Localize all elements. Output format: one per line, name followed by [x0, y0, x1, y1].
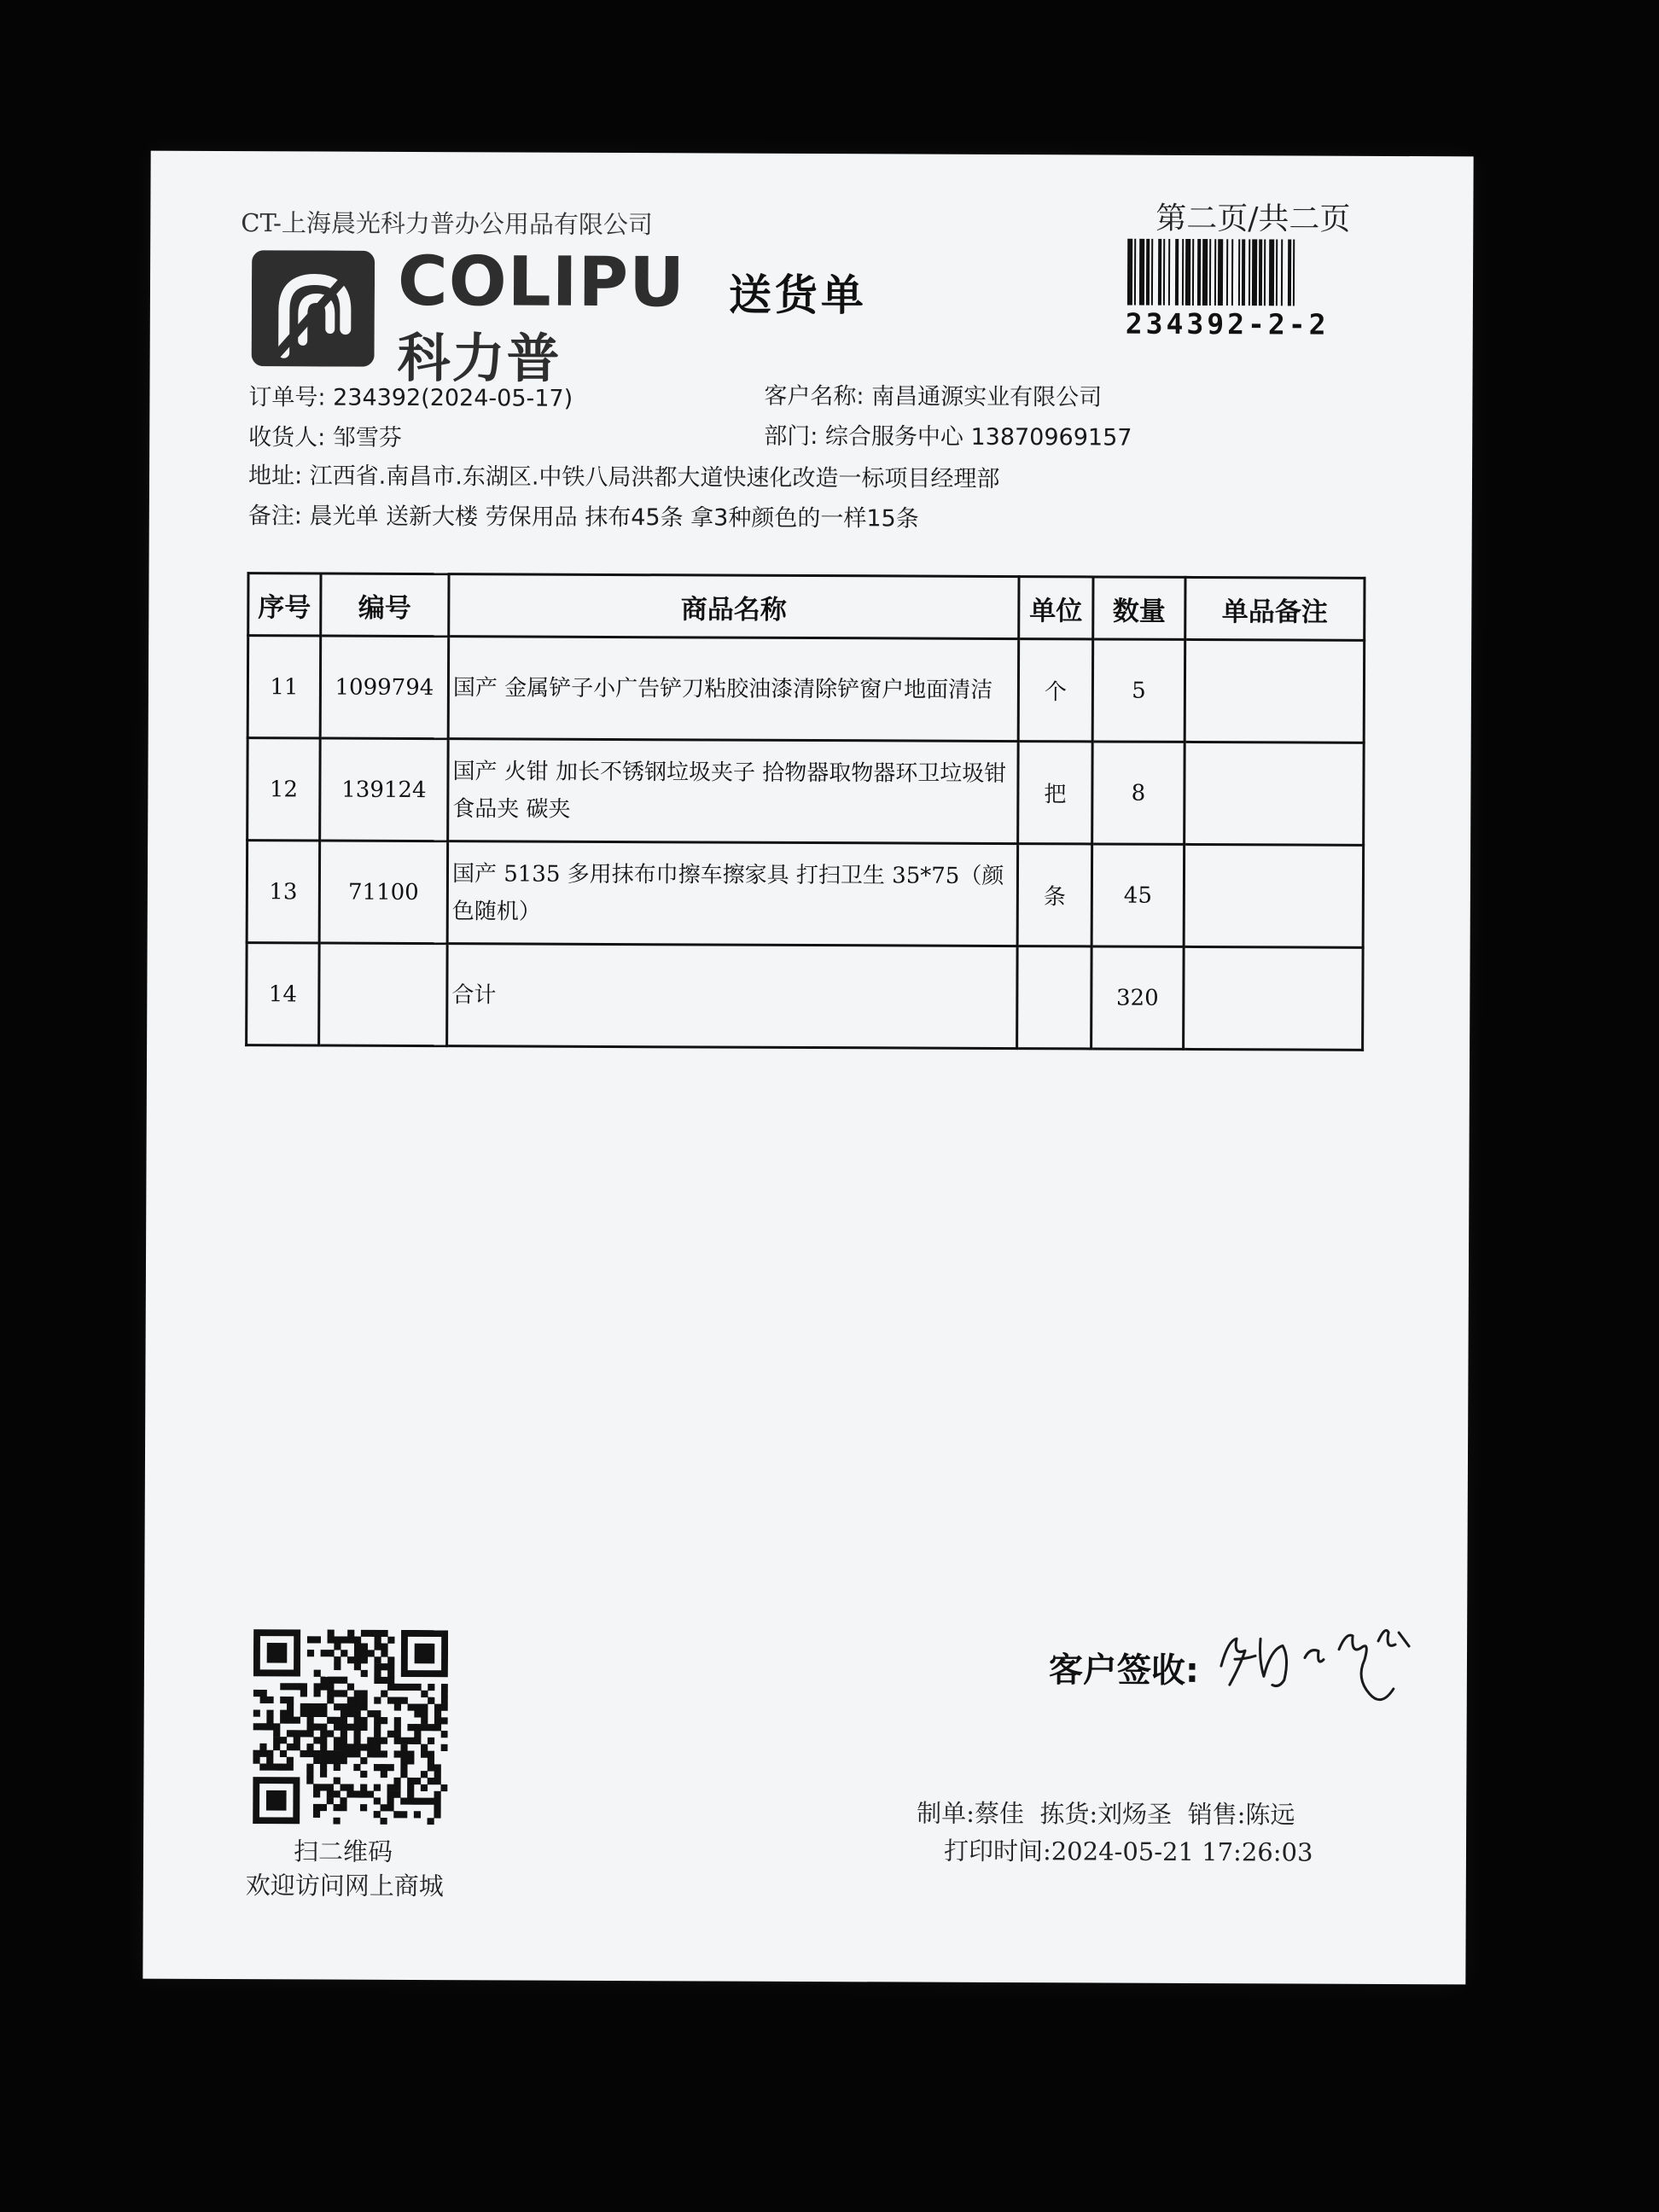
table-row [247, 841, 1364, 948]
customer-row [764, 377, 1102, 412]
picker-value: 刘炀圣 [1097, 1799, 1173, 1829]
customer-signature-label: 客户签收: [1048, 1650, 1200, 1691]
cell-qty: 5 [1092, 639, 1185, 742]
address-row [248, 457, 1000, 493]
cell-seq: 13 [247, 841, 320, 943]
cell-unit: 个 [1018, 639, 1093, 742]
header-code: 编号 [321, 573, 449, 637]
colipu-logo-icon [252, 250, 375, 367]
remark-label: 备注: [247, 503, 302, 530]
cell-qty: 45 [1091, 844, 1185, 946]
customer-label: 客户名称: [764, 382, 864, 410]
sales-label: 销售: [1187, 1799, 1246, 1830]
department-label: 部门: [764, 422, 818, 451]
page-indicator: 第二页/共二页 [1155, 201, 1351, 237]
header-qty: 数量 [1093, 577, 1185, 639]
cell-qty: 8 [1092, 742, 1185, 844]
cell-seq: 11 [247, 636, 321, 738]
cell-code: 71100 [319, 841, 448, 944]
receiver-label: 收货人: [248, 424, 326, 451]
customer-value: 南昌通源实业有限公司 [871, 383, 1103, 411]
header-note: 单品备注 [1185, 577, 1365, 640]
cell-unit [1017, 946, 1092, 1049]
cell-unit: 条 [1017, 844, 1092, 946]
barcode-number: 234392-2-2 [1125, 306, 1330, 341]
delivery-note-paper [143, 151, 1473, 1985]
order-number-label: 订单号: [248, 384, 326, 411]
cell-seq: 12 [247, 738, 321, 841]
cell-note [1185, 639, 1365, 742]
remark-value: 晨光单 送新大楼 劳保用品 抹布45条 拿3种颜色的一样15条 [309, 503, 919, 533]
print-time-label: 打印时间: [943, 1836, 1051, 1866]
items-table [245, 572, 1365, 1051]
qr-caption-line1: 扫二维码 [293, 1837, 393, 1866]
department-row [764, 417, 1132, 452]
department-value: 综合服务中心 13870969157 [824, 423, 1132, 451]
handwritten-signature-icon [1211, 1606, 1425, 1709]
cell-note [1184, 946, 1364, 1050]
header-name: 商品名称 [449, 574, 1019, 639]
cell-note [1184, 844, 1364, 947]
order-number-row [248, 378, 573, 413]
cell-name: 国产 金属铲子小广告铲刀粘胶油漆清除铲窗户地面清洁 [448, 637, 1019, 742]
table-row [247, 636, 1365, 743]
order-number-value: 234392(2024-05-17) [333, 384, 573, 412]
company-name: CT-上海晨光科力普办公用品有限公司 [241, 208, 653, 240]
cell-code: 1099794 [320, 636, 449, 739]
picker-label: 拣货: [1039, 1799, 1098, 1829]
barcode-icon [1126, 239, 1354, 306]
qr-caption-line2: 欢迎访问网上商城 [245, 1871, 444, 1901]
table-header-row [248, 573, 1365, 641]
receiver-value: 邹雪芬 [332, 424, 402, 451]
cell-note [1185, 742, 1365, 845]
table-row [247, 738, 1365, 846]
document-title: 送货单 [728, 270, 868, 321]
cell-qty: 320 [1091, 946, 1185, 1049]
footer-staff-row [917, 1795, 1295, 1831]
address-value: 江西省.南昌市.东湖区.中铁八局洪都大道快速化改造一标项目经理部 [309, 463, 1000, 492]
maker-value: 蔡佳 [974, 1798, 1025, 1829]
header-seq: 序号 [248, 573, 321, 636]
sales-value: 陈远 [1245, 1800, 1295, 1830]
brand-name-en: COLIPU [397, 241, 686, 323]
cell-seq: 14 [247, 943, 320, 1045]
brand-name-cn: 科力普 [397, 326, 562, 390]
cell-name: 国产 5135 多用抹布巾擦车擦家具 打扫卫生 35*75（颜色随机） [447, 841, 1018, 946]
address-label: 地址: [247, 463, 303, 490]
cell-code: 139124 [320, 738, 449, 841]
remark-row [248, 497, 919, 533]
cell-unit: 把 [1018, 742, 1093, 844]
qr-code-icon [253, 1629, 448, 1825]
cell-name: 国产 火钳 加长不锈钢垃圾夹子 拾物器取物器环卫垃圾钳 食品夹 碳夹 [448, 739, 1019, 844]
cell-name: 合计 [447, 944, 1018, 1049]
receiver-row [248, 418, 402, 452]
print-time-row [944, 1832, 1313, 1869]
header-unit: 单位 [1019, 577, 1093, 639]
table-row-total [247, 943, 1364, 1051]
maker-label: 制单: [917, 1798, 975, 1828]
cell-code [319, 943, 448, 1046]
print-time-value: 2024-05-21 17:26:03 [1051, 1837, 1313, 1867]
